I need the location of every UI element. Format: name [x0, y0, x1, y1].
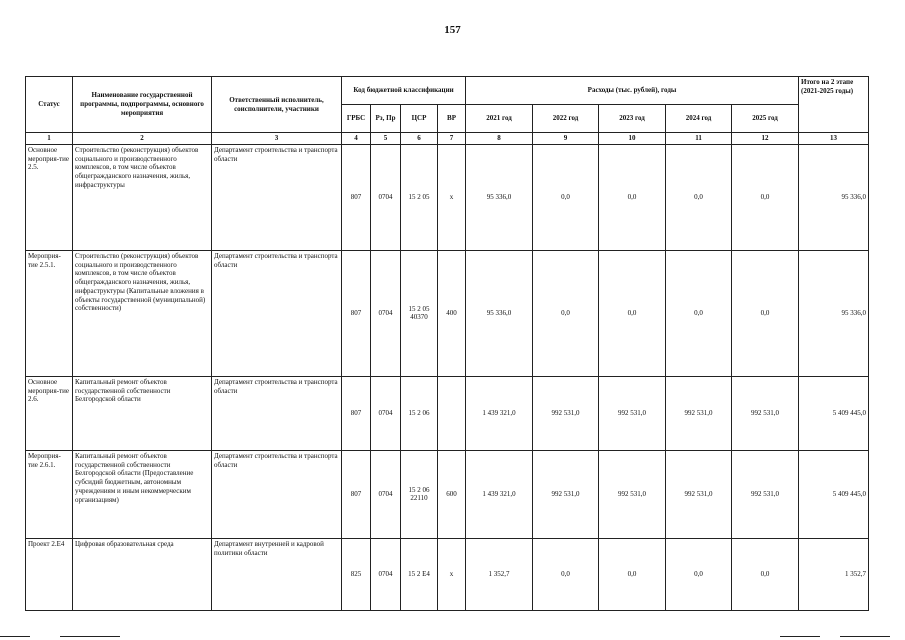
cell-2025: 0,0: [732, 250, 799, 376]
cell-2023: 0,0: [599, 250, 666, 376]
cell-2022: 992 531,0: [533, 376, 599, 450]
column-number: 8: [466, 133, 533, 145]
cell-2021: 1 352,7: [466, 538, 533, 610]
column-number: 3: [212, 133, 342, 145]
header-name: Наименование государственной программы, подпрограммы, основного мероприятия: [73, 77, 212, 133]
cell-vr: x: [438, 144, 466, 250]
cell-2024: 992 531,0: [666, 376, 732, 450]
cell-rz-pr: 0704: [371, 250, 401, 376]
column-number: 2: [73, 133, 212, 145]
header-csr: ЦСР: [401, 105, 438, 133]
column-number: 11: [666, 133, 732, 145]
cell-grbs: 807: [342, 450, 371, 538]
header-2025: 2025 год: [732, 105, 799, 133]
cell-responsible: Департамент строительства и транспорта области: [212, 250, 342, 376]
column-number: 7: [438, 133, 466, 145]
cell-status: Основное мероприя-тие 2.6.: [26, 376, 73, 450]
cell-name: Строительство (реконструкция) объектов социального и производственного комплексов, в том числе объектов общегражданского назначения, жилья, инфраструктуры: [73, 144, 212, 250]
cell-2021: 1 439 321,0: [466, 450, 533, 538]
cell-total: 5 409 445,0: [799, 376, 869, 450]
header-expenses: Расходы (тыс. рублей), годы: [466, 77, 799, 105]
header-budget-code: Код бюджетной классификации: [342, 77, 466, 105]
column-number-row: [26, 133, 869, 145]
header-vr: ВР: [438, 105, 466, 133]
cell-name: Капитальный ремонт объектов государственной собственности Белгородской области (Предоставление субсидий бюджетным, автономным учреждениям и иным некоммерческим организациям): [73, 450, 212, 538]
cell-grbs: 807: [342, 250, 371, 376]
scan-artifact-line: [60, 636, 120, 637]
cell-name: Строительство (реконструкция) объектов социального и производственного комплексов, в том числе объектов общегражданского назначения, жилья, инфраструктуры (Капитальные вложения в объекты государственной (муниципальной) собственности): [73, 250, 212, 376]
cell-responsible: Департамент строительства и транспорта области: [212, 144, 342, 250]
column-number: 13: [799, 133, 869, 145]
cell-vr: [438, 376, 466, 450]
cell-2023: 992 531,0: [599, 376, 666, 450]
cell-vr: 600: [438, 450, 466, 538]
cell-csr: 15 2 Е4: [401, 538, 438, 610]
cell-responsible: Департамент строительства и транспорта области: [212, 376, 342, 450]
cell-2023: 0,0: [599, 144, 666, 250]
cell-status: Мероприя-тие 2.5.1.: [26, 250, 73, 376]
budget-table: [25, 76, 869, 611]
cell-rz-pr: 0704: [371, 144, 401, 250]
cell-vr: x: [438, 538, 466, 610]
cell-2021: 1 439 321,0: [466, 376, 533, 450]
cell-csr: 15 2 05: [401, 144, 438, 250]
cell-status: Мероприя-тие 2.6.1.: [26, 450, 73, 538]
table-row: [26, 144, 869, 250]
cell-2023: 0,0: [599, 538, 666, 610]
cell-csr: 15 2 05 40370: [401, 250, 438, 376]
cell-2024: 0,0: [666, 538, 732, 610]
header-2023: 2023 год: [599, 105, 666, 133]
cell-2025: 992 531,0: [732, 450, 799, 538]
cell-2023: 992 531,0: [599, 450, 666, 538]
cell-2022: 992 531,0: [533, 450, 599, 538]
cell-name: Цифровая образовательная среда: [73, 538, 212, 610]
cell-2025: 0,0: [732, 538, 799, 610]
cell-responsible: Департамент строительства и транспорта области: [212, 450, 342, 538]
column-number: 10: [599, 133, 666, 145]
cell-2021: 95 336,0: [466, 250, 533, 376]
column-number: 9: [533, 133, 599, 145]
table-row: [26, 376, 869, 450]
column-number: 6: [401, 133, 438, 145]
page-number: 157: [444, 24, 461, 36]
header-2021: 2021 год: [466, 105, 533, 133]
table-row: [26, 538, 869, 610]
header-status: Статус: [26, 77, 73, 133]
header-responsible: Ответственный исполнитель, соисполнители, участники: [212, 77, 342, 133]
table-row: [26, 450, 869, 538]
column-number: 5: [371, 133, 401, 145]
cell-2024: 992 531,0: [666, 450, 732, 538]
cell-grbs: 825: [342, 538, 371, 610]
column-number: 4: [342, 133, 371, 145]
cell-2025: 992 531,0: [732, 376, 799, 450]
scan-artifact-line: [780, 636, 820, 637]
cell-grbs: 807: [342, 144, 371, 250]
cell-rz-pr: 0704: [371, 376, 401, 450]
cell-total: 1 352,7: [799, 538, 869, 610]
table-row: [26, 250, 869, 376]
column-number: 1: [26, 133, 73, 145]
cell-2022: 0,0: [533, 538, 599, 610]
cell-2022: 0,0: [533, 250, 599, 376]
header-2022: 2022 год: [533, 105, 599, 133]
cell-2022: 0,0: [533, 144, 599, 250]
cell-csr: 15 2 06 22110: [401, 450, 438, 538]
cell-responsible: Департамент внутренней и кадровой политики области: [212, 538, 342, 610]
cell-total: 95 336,0: [799, 250, 869, 376]
header-grbs: ГРБС: [342, 105, 371, 133]
cell-2025: 0,0: [732, 144, 799, 250]
scan-artifact-line: [840, 636, 890, 637]
cell-rz-pr: 0704: [371, 538, 401, 610]
cell-vr: 400: [438, 250, 466, 376]
cell-grbs: 807: [342, 376, 371, 450]
cell-name: Капитальный ремонт объектов государственной собственности Белгородской области: [73, 376, 212, 450]
cell-total: 5 409 445,0: [799, 450, 869, 538]
cell-rz-pr: 0704: [371, 450, 401, 538]
scan-artifact-line: [0, 636, 30, 637]
cell-2021: 95 336,0: [466, 144, 533, 250]
header-rz-pr: Рз, Пр: [371, 105, 401, 133]
cell-total: 95 336,0: [799, 144, 869, 250]
cell-2024: 0,0: [666, 250, 732, 376]
cell-2024: 0,0: [666, 144, 732, 250]
cell-status: Проект 2.Е4: [26, 538, 73, 610]
column-number: 12: [732, 133, 799, 145]
cell-csr: 15 2 06: [401, 376, 438, 450]
header-total: Итого на 2 этапе (2021-2025 годы): [799, 77, 869, 133]
header-2024: 2024 год: [666, 105, 732, 133]
cell-status: Основное мероприя-тие 2.5.: [26, 144, 73, 250]
